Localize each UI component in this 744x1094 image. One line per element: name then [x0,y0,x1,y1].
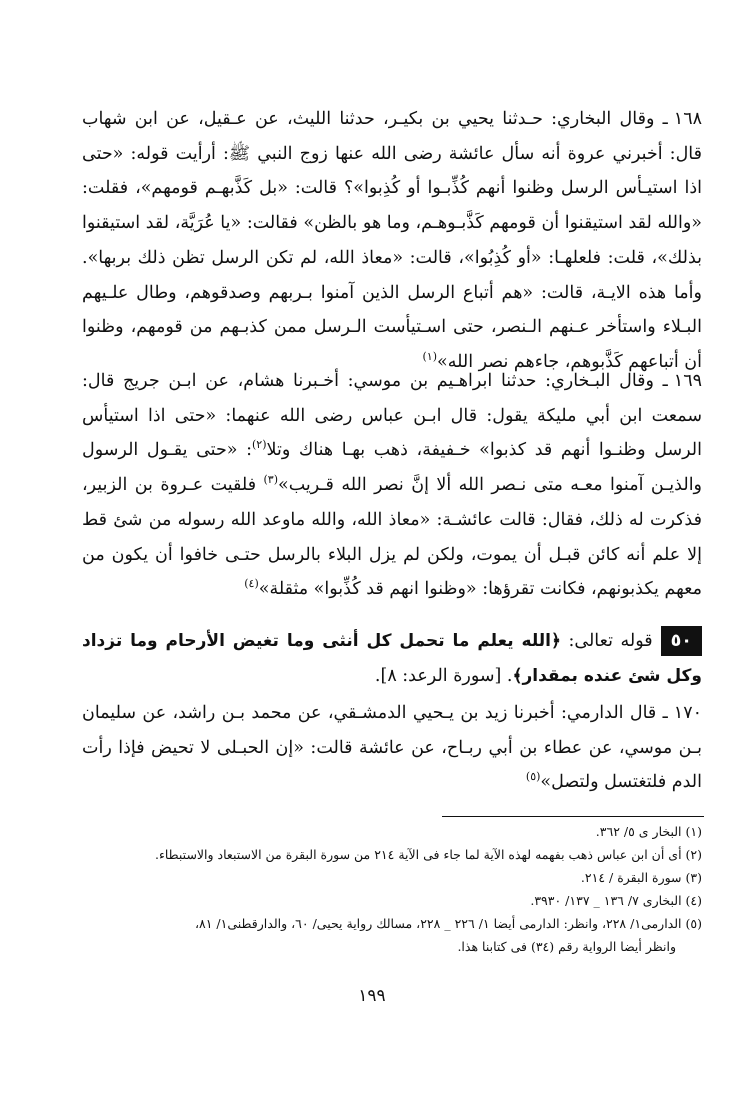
footnote-ref[interactable]: (٥) [525,770,541,784]
footnote-3: (٣) سورة البقرة / ٢١٤. [580,870,702,885]
footnote-ref[interactable]: (٣) [263,473,278,487]
footnote-ref[interactable]: (٤) [244,577,259,591]
section-intro: قوله تعالى: [560,631,653,651]
hadith-168 [82,102,702,380]
footnote-4: (٤) البخارى ٧/ ١٣٦ _ ١٣٧/ ٣٩٣٠. [530,893,702,908]
hadith-number: ١٦٨ [673,109,702,129]
hadith-text: ـ وقال البخاري: حـدثنا يحيي بن بكيـر، حدثنا الليث، عن عـقيل، عن ابن شهاب قال: أخبرني عروة أنه سأل عائشة رضى الله عنها زوج النبي ﷺ: أرأيت قوله: «حتى اذا استيـأس الرسل وظنوا أنهم كُذِّبـوا أو كُذِبوا»؟ قالت: «بل كَذَّبهـم قومهم»، فقلت: «والله لقد استيقنوا أن قومهم كَذَّبـوهـم، وما هو بالظن» فقالت: «يا عُرَيَّة، لقد استيقنوا بذلك»، قلت: فلعلهـا: «أو كُذِبُوا»، قالت: «معاذ الله، لم تكن الرسل تظن ذلك بربها». وأما هذه الايـة، قالت: «هم أتباع الرسل الذين آمنوا بـربهم وصدقوهم، وطال علـيهم البـلاء واستأخر عـنهم الـنصر، حتى اسـتيأست الـرسل ممن كذبـهم من قومهم، وظنوا أن أتباعهم كَذَّبوهم، جاءهم نصر الله» [82,109,702,372]
footnote-ref[interactable]: (٢) [251,438,267,452]
page-number: ١٩٩ [358,986,386,1006]
hadith-text: فلقيت عـروة بن الزبير، فذكرت له ذلك، فقال: قالت عائشـة: «معاذ الله، والله ماوعد الله رسوله من شئ قط إلا علم أنه كائن قبـل أن يموت، ولكن لم يزل البلاء بالرسل حتـى خافوا أن يكون من معهم يكذبونهم، فكانت تقرؤها: «وظنوا انهم قد كُذِّبوا» مثقلة» [82,475,702,600]
hadith-number: ١٦٩ [673,371,702,391]
hadith-number: ١٧٠ [673,703,702,723]
footnote-2: (٢) أى أن ابن عباس ذهب بفهمه لهذه الآية لما جاء فى الآية ٢١٤ من سورة البقرة من الاستبعاد والاستبطاء. [155,847,702,862]
footnote-ref[interactable]: (١) [422,350,437,364]
hadith-169 [82,364,702,607]
hadith-170 [82,696,702,800]
footnotes [82,820,702,958]
footnote-5-continued: وانظر أيضا الرواية رقم (٣٤) فى كتابنا هذا. [457,939,676,954]
section-number-badge: ٥٠ [661,626,702,656]
quran-verse: ﴿الله يعلم ما تحمل كل أنثى وما تغيض الأرحام وما تزداد وكل شئ عنده بمقدار﴾ [82,631,702,686]
hadith-text: : «حتى يقـول الرسول والذيـن آمنوا معـه متى نـصر الله ألا إنَّ نصر الله قـريب» [82,440,703,496]
hadith-text: ـ وقال البـخاري: حدثنا ابراهـيم بن موسي: أخـبرنا هشام، عن ابـن جريج قال: سمعت ابن أبي مليكة يقول: قال ابـن عباس رضى الله عنهما: «حتى اذا استيأس الرسل وظنـوا أنهم قد كذبوا» خـفيفة، ذهب بهـا هناك وتلا [82,371,702,461]
hadith-text: ـ قال الدارمي: أخبرنا زيد بن يـحيي الدمشـقي، عن محمد بـن راشد، عن سليمان بـن موسي، عن عطاء بن أبي ربـاح، عن عائشة قالت: «إن الحبـلى لا تحيض فإذا رأت الدم فلتغتسل ولتصل» [82,703,702,793]
footnote-1: (١) البخار ى ٥/ ٣٦٢. [595,824,702,839]
verse-source: . [سورة الرعد: ٨]. [374,665,513,686]
section-heading-50 [82,624,702,693]
footnote-divider [442,816,704,817]
footnote-5: (٥) الدارمى١/ ٢٢٨، وانظر: الدارمى أيضا ١/ ٢٢٦ _ ٢٢٨، مسالك رواية يحيى/ ٦٠، والدارقطنى١/ ٨١، [194,916,702,931]
